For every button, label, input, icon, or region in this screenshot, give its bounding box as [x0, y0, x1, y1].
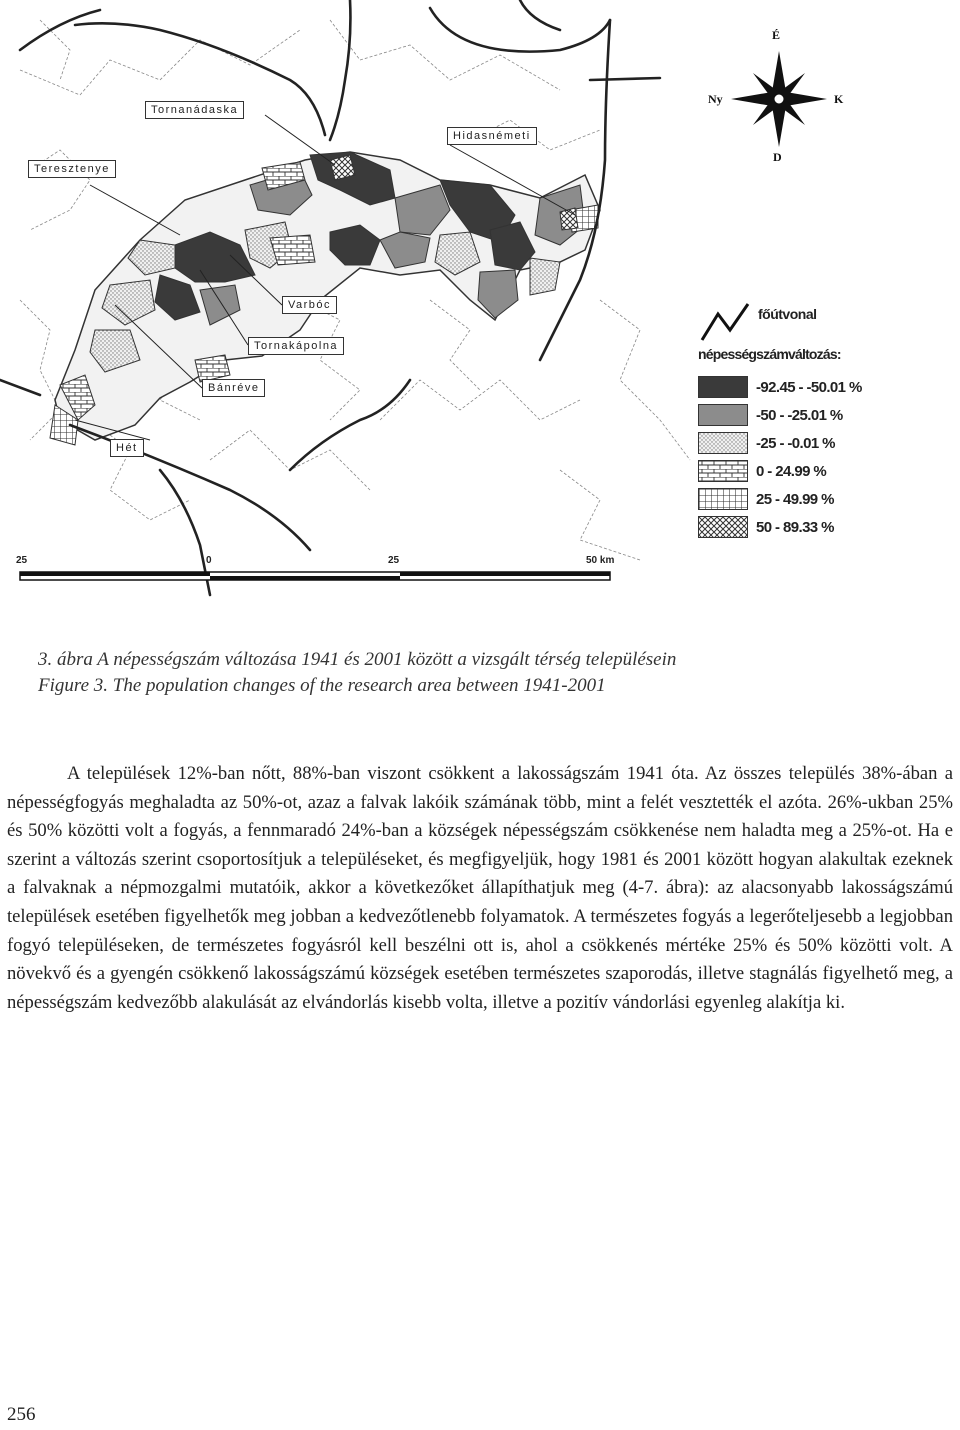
- settlement-cross: [330, 155, 355, 180]
- place-label-tornakapolna: Tornakápolna: [248, 337, 344, 355]
- legend-label: -50 - -25.01 %: [756, 406, 843, 424]
- caption-hungarian: 3. ábra A népességszám változása 1941 és 2001 között a vizsgált térség településein: [38, 649, 677, 670]
- figure-caption: [38, 647, 676, 699]
- body-text: [7, 760, 953, 1017]
- map-figure: [0, 0, 960, 610]
- legend-label: 0 - 24.99 %: [756, 462, 827, 480]
- compass-south-label: D: [773, 150, 782, 164]
- legend-label: 50 - 89.33 %: [756, 518, 834, 536]
- legend-title: népességszámváltozás:: [698, 346, 841, 362]
- legend-swatch-cross: [698, 516, 748, 538]
- legend-row: [698, 402, 843, 428]
- place-label-tornanadaska: Tornanádaska: [145, 101, 244, 119]
- legend-label: 25 - 49.99 %: [756, 490, 834, 508]
- legend-row: [698, 486, 834, 512]
- legend-row: [698, 514, 834, 540]
- legend-swatch-dotted: [698, 432, 748, 454]
- settlement-brick: [195, 355, 230, 382]
- place-label-banreve: Bánréve: [202, 379, 265, 397]
- scale-label: 0: [206, 555, 212, 566]
- scale-label: 50 km: [586, 555, 615, 566]
- place-label-het: Hét: [110, 439, 144, 457]
- legend-swatch-brick: [698, 460, 748, 482]
- settlement-dotted: [530, 258, 560, 295]
- place-label-varboc: Varbóc: [282, 296, 337, 314]
- legend-row: [698, 374, 862, 400]
- scale-label: 25: [388, 555, 400, 566]
- legend-row: [698, 458, 826, 484]
- legend-label: -25 - -0.01 %: [756, 434, 835, 452]
- legend-swatch-grid: [698, 488, 748, 510]
- compass-north-label: É: [772, 28, 781, 42]
- road-symbol-icon: [698, 300, 752, 344]
- page-number: 256: [7, 1404, 36, 1425]
- legend-row: [698, 430, 835, 456]
- settlement-brick: [270, 235, 315, 265]
- caption-english: Figure 3. The population changes of the research area between 1941-2001: [38, 675, 606, 696]
- place-label-hidasnemeti: Hidasnémeti: [447, 127, 537, 145]
- place-label-teresztenye: Teresztenye: [28, 160, 116, 178]
- road-legend: [698, 300, 817, 344]
- legend-swatch-dark: [698, 376, 748, 398]
- compass-east-label: K: [834, 92, 844, 106]
- scale-bar: [10, 555, 630, 600]
- road-legend-label: főútvonal: [758, 306, 817, 322]
- compass-west-label: Ny: [708, 92, 723, 106]
- legend-swatch-medium: [698, 404, 748, 426]
- legend-label: -92.45 - -50.01 %: [756, 378, 862, 396]
- body-paragraph: A települések 12%-ban nőtt, 88%-ban viszont csökkent a lakosságszám 1941 óta. Az összes település 38%-ában a népességfogyás meghaladta az 50%-ot, azaz a falvak lakóik számának több, mint a felét vesztették el azóta. 26%-ukban 25% és 50% közötti volt a fogyás, a fennmaradó 24%-ban a községek népességszám csökkenése nem haladta meg a 25%-ot. Ha e szerint a változás szerint csoportosítjuk a településeket, és megfigyeljük, hogy 1981 és 2001 között hogyan alakultak ezeknek a falvaknak a népmozgalmi mutatóik, akkor a következőket állapíthatjuk meg (4-7. ábra): az alacsonyabb lakosságszámú települések esetében figyelhetők meg jobban a kedvezőtlenebb folyamatok. A természetes fogyás a legerőteljesebb a legjobban fogyó településeken, de természetes fogyásról kell beszélni ott is, ahol a csökkenés mértéke 25% és 50% közötti volt. A növekvő és a gyengén csökkenő lakosságszámú községek esetében természetes szaporodás, illetve stagnálás figyelhető meg, a népességszám kedvezőbb alakulását az elvándorlás kisebb volta, illetve a pozitív vándorlási egyenleg alakítja ki.: [7, 763, 953, 1013]
- scale-label: 25: [16, 555, 28, 566]
- compass-rose: [731, 51, 827, 147]
